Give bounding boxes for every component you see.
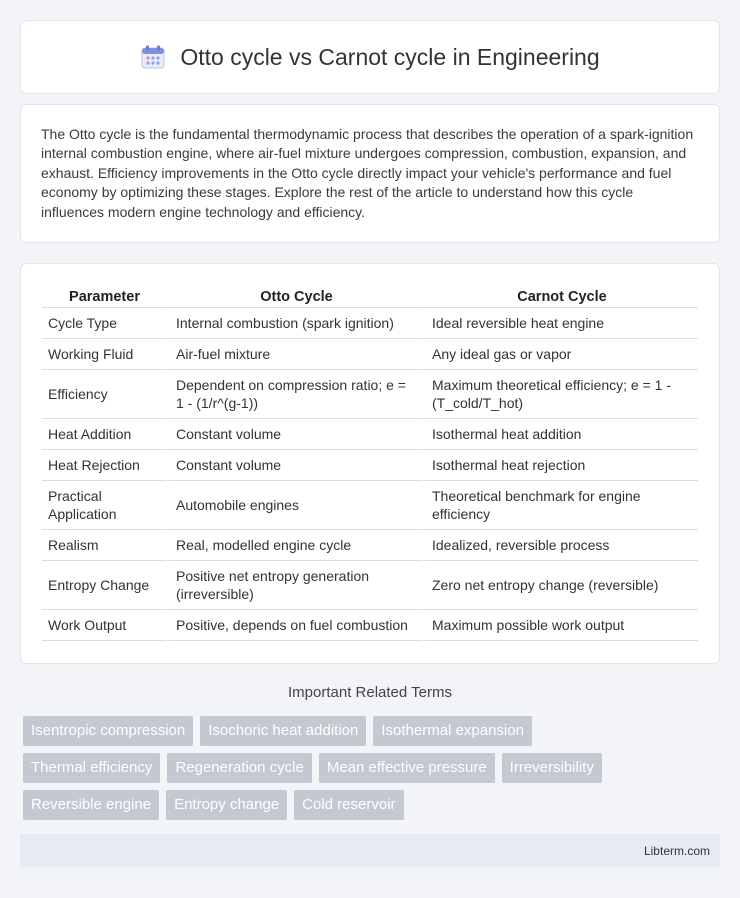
tag-irreversibility[interactable]: Irreversibility bbox=[502, 753, 602, 783]
header-otto-cycle: Otto Cycle bbox=[167, 286, 423, 308]
table-cell: Maximum possible work output bbox=[423, 610, 698, 641]
table-cell: Heat Rejection bbox=[42, 450, 167, 481]
table-cell: Real, modelled engine cycle bbox=[167, 530, 423, 561]
tag-row bbox=[23, 753, 723, 783]
header-carnot-cycle: Carnot Cycle bbox=[423, 286, 698, 308]
table-cell: Efficiency bbox=[42, 370, 167, 419]
tag-row bbox=[23, 790, 723, 820]
intro-card bbox=[20, 104, 720, 243]
table-row bbox=[42, 370, 698, 419]
header-card bbox=[20, 20, 720, 94]
table-cell: Any ideal gas or vapor bbox=[423, 339, 698, 370]
intro-paragraph: The Otto cycle is the fundamental thermodynamic process that describes the operation of a spark-ignition internal combustion engine, where air-fuel mixture undergoes compression, combustion, expansion, and exhaust. Efficiency improvements in the Otto cycle directly impact your vehicle's performance and fuel economy by optimizing these stages. Explore the rest of the article to understand how this cycle influences modern engine technology and efficiency. bbox=[41, 126, 694, 220]
tag-isentropic-compression[interactable]: Isentropic compression bbox=[23, 716, 193, 746]
table-cell: Zero net entropy change (reversible) bbox=[423, 561, 698, 610]
table-cell: Idealized, reversible process bbox=[423, 530, 698, 561]
table-cell: Internal combustion (spark ignition) bbox=[167, 308, 423, 339]
table-cell: Constant volume bbox=[167, 419, 423, 450]
table-cell: Isothermal heat addition bbox=[423, 419, 698, 450]
tag-entropy-change[interactable]: Entropy change bbox=[166, 790, 287, 820]
table-row bbox=[42, 419, 698, 450]
table-cell: Constant volume bbox=[167, 450, 423, 481]
related-terms-tags bbox=[23, 716, 723, 827]
table-cell: Practical Application bbox=[42, 481, 167, 530]
tag-regeneration-cycle[interactable]: Regeneration cycle bbox=[167, 753, 311, 783]
table-row bbox=[42, 561, 698, 610]
table-cell: Dependent on compression ratio; e = 1 - (1/r^(g-1)) bbox=[167, 370, 423, 419]
table-cell: Work Output bbox=[42, 610, 167, 641]
table-row bbox=[42, 530, 698, 561]
table-cell: Positive net entropy generation (irreversible) bbox=[167, 561, 423, 610]
footer bbox=[20, 834, 720, 867]
tag-row bbox=[23, 716, 723, 746]
table-cell: Ideal reversible heat engine bbox=[423, 308, 698, 339]
table-cell: Entropy Change bbox=[42, 561, 167, 610]
table-cell: Theoretical benchmark for engine efficiency bbox=[423, 481, 698, 530]
table-cell: Working Fluid bbox=[42, 339, 167, 370]
table-row bbox=[42, 610, 698, 641]
comparison-table bbox=[42, 286, 698, 641]
table-cell: Realism bbox=[42, 530, 167, 561]
page-title: Otto cycle vs Carnot cycle in Engineering bbox=[180, 43, 600, 70]
footer-site-name[interactable]: Libterm.com bbox=[643, 843, 710, 858]
tag-isothermal-expansion[interactable]: Isothermal expansion bbox=[373, 716, 532, 746]
related-terms-title: Important Related Terms bbox=[288, 684, 452, 701]
table-cell: Heat Addition bbox=[42, 419, 167, 450]
tag-isochoric-heat-addition[interactable]: Isochoric heat addition bbox=[200, 716, 366, 746]
table-cell: Automobile engines bbox=[167, 481, 423, 530]
table-row bbox=[42, 339, 698, 370]
table-header-row bbox=[42, 286, 698, 308]
table-row bbox=[42, 308, 698, 339]
tag-thermal-efficiency[interactable]: Thermal efficiency bbox=[23, 753, 160, 783]
table-cell: Cycle Type bbox=[42, 308, 167, 339]
table-cell: Maximum theoretical efficiency; e = 1 - (T_cold/T_hot) bbox=[423, 370, 698, 419]
table-cell: Positive, depends on fuel combustion bbox=[167, 610, 423, 641]
table-row bbox=[42, 481, 698, 530]
header-parameter: Parameter bbox=[42, 286, 167, 308]
tag-mean-effective-pressure[interactable]: Mean effective pressure bbox=[319, 753, 495, 783]
table-row bbox=[42, 450, 698, 481]
tag-reversible-engine[interactable]: Reversible engine bbox=[23, 790, 159, 820]
tag-cold-reservoir[interactable]: Cold reservoir bbox=[294, 790, 403, 820]
title-wrap bbox=[140, 44, 599, 71]
comparison-table-card bbox=[20, 263, 720, 664]
calendar-icon bbox=[140, 44, 166, 70]
table-cell: Air-fuel mixture bbox=[167, 339, 423, 370]
table-cell: Isothermal heat rejection bbox=[423, 450, 698, 481]
